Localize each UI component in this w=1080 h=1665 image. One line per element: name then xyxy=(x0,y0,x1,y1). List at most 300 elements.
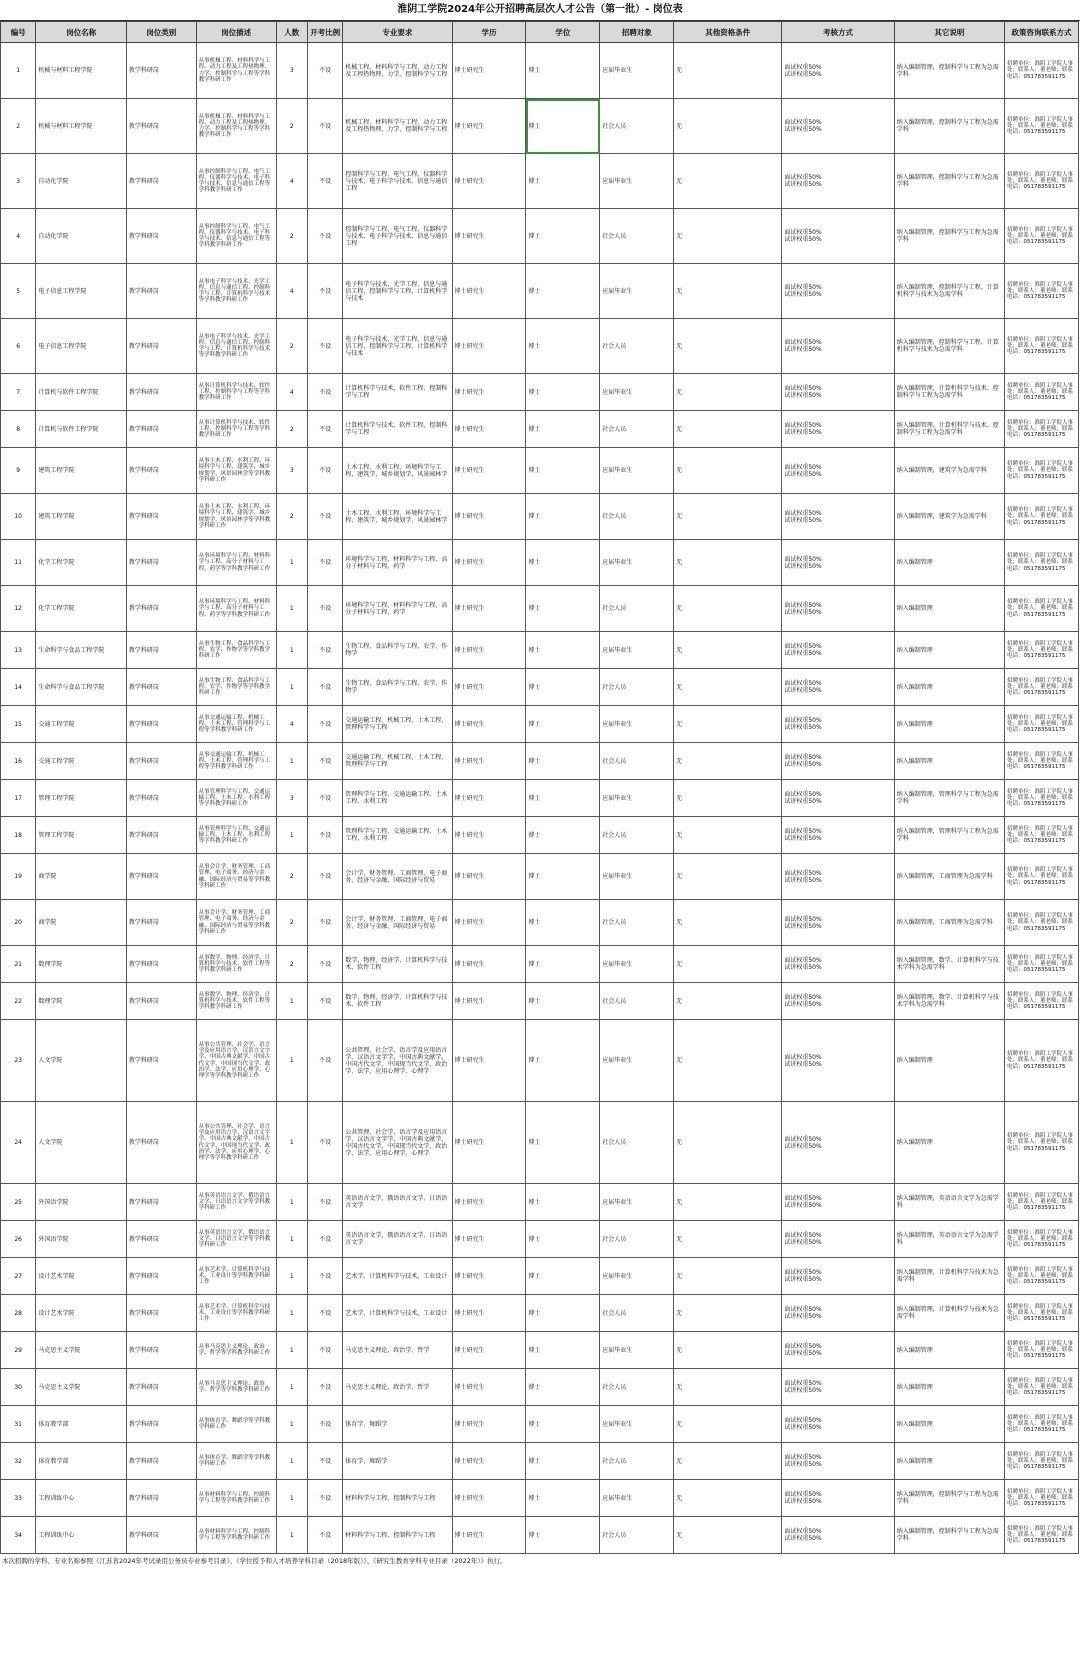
cell-ratio[interactable]: 不设 xyxy=(307,1221,342,1258)
cell-ratio[interactable]: 不设 xyxy=(307,780,342,817)
cell-major[interactable]: 公共管理、社会学、语言学及应用语言学、汉语言文字学、中国古典文献学、中国古代文学、中国现当代文学、政治学、法学、应用心理学、心理学 xyxy=(343,1102,452,1184)
cell-description[interactable]: 从事马克思主义理论、政治学、哲学等学科教学科研工作 xyxy=(196,1332,276,1369)
cell-note[interactable]: 纳入编制管理，控制科学与工程、计算机科学与技术为急需学科 xyxy=(894,319,1004,374)
cell-degree[interactable]: 博士 xyxy=(526,1443,600,1480)
cell-contact[interactable]: 招聘单位：淮阴工学院人事处；联系人：董老师；联系电话：051783591175 xyxy=(1005,1443,1079,1480)
cell-category[interactable]: 教学科研岗 xyxy=(126,209,196,264)
cell-target[interactable]: 社会人员 xyxy=(600,1221,674,1258)
cell-degree[interactable]: 博士 xyxy=(526,1332,600,1369)
cell-ratio[interactable]: 不设 xyxy=(307,1369,342,1406)
cell-description[interactable]: 从事计算机科学与技术、软件工程、控制科学与工程等学科教学科研工作 xyxy=(196,411,276,448)
cell-target[interactable]: 应届毕业生 xyxy=(600,540,674,586)
cell-description[interactable]: 从事计算机科学与技术、软件工程、控制科学与工程等学科教学科研工作 xyxy=(196,374,276,411)
cell-category[interactable]: 教学科研岗 xyxy=(126,43,196,99)
cell-description[interactable]: 从事体育学、舞蹈学等学科教学科研工作 xyxy=(196,1406,276,1443)
cell-target[interactable]: 应届毕业生 xyxy=(600,374,674,411)
cell-other-requirement[interactable]: 无 xyxy=(674,586,782,632)
cell-other-requirement[interactable]: 无 xyxy=(674,1517,782,1554)
cell-id[interactable]: 32 xyxy=(1,1443,36,1480)
cell-position-name[interactable]: 外国语学院 xyxy=(36,1221,127,1258)
cell-degree[interactable]: 博士 xyxy=(526,1295,600,1332)
cell-description[interactable]: 从事电子科学与技术、光学工程、信息与通信工程、控制科学与工程、计算机科学与技术等学科教学科研工作 xyxy=(196,264,276,319)
cell-id[interactable]: 34 xyxy=(1,1517,36,1554)
cell-assessment[interactable]: 面试权重50% 试讲权重50% xyxy=(782,1517,894,1554)
cell-count[interactable]: 1 xyxy=(276,669,307,706)
cell-education[interactable]: 博士研究生 xyxy=(452,1295,526,1332)
cell-degree[interactable]: 博士 xyxy=(526,374,600,411)
cell-position-name[interactable]: 设计艺术学院 xyxy=(36,1295,127,1332)
cell-note[interactable]: 纳入编制管理 xyxy=(894,632,1004,669)
cell-other-requirement[interactable]: 无 xyxy=(674,780,782,817)
cell-target[interactable]: 社会人员 xyxy=(600,586,674,632)
cell-ratio[interactable]: 不设 xyxy=(307,154,342,209)
cell-id[interactable]: 7 xyxy=(1,374,36,411)
cell-assessment[interactable]: 面试权重50% 试讲权重50% xyxy=(782,1102,894,1184)
cell-education[interactable]: 博士研究生 xyxy=(452,1332,526,1369)
cell-target[interactable]: 应届毕业生 xyxy=(600,706,674,743)
cell-assessment[interactable]: 面试权重50% 试讲权重50% xyxy=(782,1221,894,1258)
cell-ratio[interactable]: 不设 xyxy=(307,319,342,374)
cell-major[interactable]: 机械工程、材料科学与工程、动力工程及工程热物理、力学、控制科学与工程 xyxy=(343,43,452,99)
cell-education[interactable]: 博士研究生 xyxy=(452,264,526,319)
cell-target[interactable]: 应届毕业生 xyxy=(600,780,674,817)
cell-contact[interactable]: 招聘单位：淮阴工学院人事处；联系人：董老师；联系电话：051783591175 xyxy=(1005,448,1079,494)
cell-major[interactable]: 电子科学与技术、光学工程、信息与通信工程、控制科学与工程、计算机科学与技术 xyxy=(343,319,452,374)
cell-contact[interactable]: 招聘单位：淮阴工学院人事处；联系人：董老师；联系电话：051783591175 xyxy=(1005,1517,1079,1554)
cell-ratio[interactable]: 不设 xyxy=(307,669,342,706)
cell-position-name[interactable]: 数理学院 xyxy=(36,983,127,1020)
cell-description[interactable]: 从事机械工程、材料科学与工程、动力工程及工程热物理、力学、控制科学与工程等学科教学科研工作 xyxy=(196,99,276,154)
cell-degree[interactable]: 博士 xyxy=(526,983,600,1020)
cell-target[interactable]: 社会人员 xyxy=(600,411,674,448)
cell-target[interactable]: 社会人员 xyxy=(600,209,674,264)
cell-category[interactable]: 教学科研岗 xyxy=(126,983,196,1020)
cell-target[interactable]: 应届毕业生 xyxy=(600,1020,674,1102)
cell-other-requirement[interactable]: 无 xyxy=(674,494,782,540)
cell-other-requirement[interactable]: 无 xyxy=(674,1102,782,1184)
cell-target[interactable]: 社会人员 xyxy=(600,319,674,374)
cell-other-requirement[interactable]: 无 xyxy=(674,1369,782,1406)
cell-ratio[interactable]: 不设 xyxy=(307,264,342,319)
cell-description[interactable]: 从事管理科学与工程、交通运输工程、土木工程、水利工程等学科教学科研工作 xyxy=(196,817,276,854)
cell-note[interactable]: 纳入编制管理，英语语言文学为急需学科 xyxy=(894,1184,1004,1221)
cell-degree[interactable]: 博士 xyxy=(526,1406,600,1443)
cell-note[interactable]: 纳入编制管理，计算机科学与技术、控制科学与工程为急需学科 xyxy=(894,374,1004,411)
cell-degree[interactable]: 博士 xyxy=(526,411,600,448)
cell-contact[interactable]: 招聘单位：淮阴工学院人事处；联系人：董老师；联系电话：051783591175 xyxy=(1005,1184,1079,1221)
cell-category[interactable]: 教学科研岗 xyxy=(126,743,196,780)
cell-assessment[interactable]: 面试权重50% 试讲权重50% xyxy=(782,411,894,448)
cell-major[interactable]: 马克思主义理论、政治学、哲学 xyxy=(343,1369,452,1406)
cell-assessment[interactable]: 面试权重50% 试讲权重50% xyxy=(782,946,894,983)
cell-degree[interactable]: 博士 xyxy=(526,632,600,669)
cell-assessment[interactable]: 面试权重50% 试讲权重50% xyxy=(782,1020,894,1102)
cell-description[interactable]: 从事英语语言文学、俄语语言文学、日语语言文学等学科教学科研工作 xyxy=(196,1221,276,1258)
cell-ratio[interactable]: 不设 xyxy=(307,1443,342,1480)
cell-contact[interactable]: 招聘单位：淮阴工学院人事处；联系人：董老师；联系电话：051783591175 xyxy=(1005,586,1079,632)
cell-category[interactable]: 教学科研岗 xyxy=(126,669,196,706)
cell-id[interactable]: 19 xyxy=(1,854,36,900)
cell-description[interactable]: 从事马克思主义理论、政治学、哲学等学科教学科研工作 xyxy=(196,1369,276,1406)
cell-id[interactable]: 14 xyxy=(1,669,36,706)
cell-contact[interactable]: 招聘单位：淮阴工学院人事处；联系人：董老师；联系电话：051783591175 xyxy=(1005,632,1079,669)
cell-education[interactable]: 博士研究生 xyxy=(452,586,526,632)
cell-education[interactable]: 博士研究生 xyxy=(452,669,526,706)
cell-position-name[interactable]: 生命科学与食品工程学院 xyxy=(36,669,127,706)
cell-contact[interactable]: 招聘单位：淮阴工学院人事处；联系人：董老师；联系电话：051783591175 xyxy=(1005,946,1079,983)
cell-count[interactable]: 1 xyxy=(276,1020,307,1102)
cell-other-requirement[interactable]: 无 xyxy=(674,1184,782,1221)
cell-degree[interactable]: 博士 xyxy=(526,1221,600,1258)
cell-other-requirement[interactable]: 无 xyxy=(674,374,782,411)
cell-description[interactable]: 从事生物工程、食品科学与工程、农学、作物学等学科教学科研工作 xyxy=(196,669,276,706)
cell-assessment[interactable]: 面试权重50% 试讲权重50% xyxy=(782,540,894,586)
cell-assessment[interactable]: 面试权重50% 试讲权重50% xyxy=(782,632,894,669)
cell-contact[interactable]: 招聘单位：淮阴工学院人事处；联系人：董老师；联系电话：051783591175 xyxy=(1005,209,1079,264)
cell-degree[interactable]: 博士 xyxy=(526,1480,600,1517)
cell-assessment[interactable]: 面试权重50% 试讲权重50% xyxy=(782,1184,894,1221)
cell-other-requirement[interactable]: 无 xyxy=(674,448,782,494)
cell-description[interactable]: 从事土木工程、水利工程、环境科学与工程、建筑学、城乡规划学、风景园林学等学科教学科研工作 xyxy=(196,448,276,494)
cell-count[interactable]: 1 xyxy=(276,586,307,632)
cell-assessment[interactable]: 面试权重50% 试讲权重50% xyxy=(782,817,894,854)
cell-major[interactable]: 交通运输工程、机械工程、土木工程、管理科学与工程 xyxy=(343,743,452,780)
cell-count[interactable]: 1 xyxy=(276,1480,307,1517)
cell-note[interactable]: 纳入编制管理 xyxy=(894,1406,1004,1443)
cell-position-name[interactable]: 建筑工程学院 xyxy=(36,448,127,494)
cell-position-name[interactable]: 自动化学院 xyxy=(36,209,127,264)
cell-target[interactable]: 应届毕业生 xyxy=(600,448,674,494)
cell-ratio[interactable]: 不设 xyxy=(307,99,342,154)
cell-note[interactable]: 纳入编制管理，控制科学与工程为急需学科 xyxy=(894,1517,1004,1554)
cell-major[interactable]: 材料科学与工程、控制科学与工程 xyxy=(343,1517,452,1554)
cell-note[interactable]: 纳入编制管理，计算机科学与技术、控制科学与工程为急需学科 xyxy=(894,411,1004,448)
cell-assessment[interactable]: 面试权重50% 试讲权重50% xyxy=(782,448,894,494)
cell-description[interactable]: 从事数学、物理、经济学、计算机科学与技术、软件工程等学科教学科研工作 xyxy=(196,946,276,983)
cell-id[interactable]: 25 xyxy=(1,1184,36,1221)
cell-other-requirement[interactable]: 无 xyxy=(674,1480,782,1517)
cell-other-requirement[interactable]: 无 xyxy=(674,1332,782,1369)
cell-other-requirement[interactable]: 无 xyxy=(674,411,782,448)
cell-note[interactable]: 纳入编制管理，控制科学与工程为急需学科 xyxy=(894,1480,1004,1517)
cell-id[interactable]: 30 xyxy=(1,1369,36,1406)
cell-ratio[interactable]: 不设 xyxy=(307,1020,342,1102)
cell-target[interactable]: 社会人员 xyxy=(600,494,674,540)
cell-assessment[interactable]: 面试权重50% 试讲权重50% xyxy=(782,900,894,946)
cell-count[interactable]: 1 xyxy=(276,983,307,1020)
cell-other-requirement[interactable]: 无 xyxy=(674,1406,782,1443)
cell-note[interactable]: 纳入编制管理，数学、计算机科学与技术学科为急需学科 xyxy=(894,983,1004,1020)
cell-assessment[interactable]: 面试权重50% 试讲权重50% xyxy=(782,1443,894,1480)
cell-contact[interactable]: 招聘单位：淮阴工学院人事处；联系人：董老师；联系电话：051783591175 xyxy=(1005,706,1079,743)
cell-category[interactable]: 教学科研岗 xyxy=(126,1480,196,1517)
cell-other-requirement[interactable]: 无 xyxy=(674,1295,782,1332)
cell-note[interactable]: 纳入编制管理，计算机科学与技术为急需学科 xyxy=(894,1258,1004,1295)
cell-note[interactable]: 纳入编制管理，控制科学与工程为急需学科 xyxy=(894,154,1004,209)
cell-ratio[interactable]: 不设 xyxy=(307,1295,342,1332)
cell-other-requirement[interactable]: 无 xyxy=(674,264,782,319)
cell-id[interactable]: 15 xyxy=(1,706,36,743)
cell-assessment[interactable]: 面试权重50% 试讲权重50% xyxy=(782,154,894,209)
cell-ratio[interactable]: 不设 xyxy=(307,1480,342,1517)
cell-assessment[interactable]: 面试权重50% 试讲权重50% xyxy=(782,1406,894,1443)
cell-assessment[interactable]: 面试权重50% 试讲权重50% xyxy=(782,264,894,319)
cell-education[interactable]: 博士研究生 xyxy=(452,743,526,780)
cell-id[interactable]: 13 xyxy=(1,632,36,669)
cell-education[interactable]: 博士研究生 xyxy=(452,900,526,946)
cell-major[interactable]: 计算机科学与技术、软件工程、控制科学与工程 xyxy=(343,374,452,411)
cell-note[interactable]: 纳入编制管理 xyxy=(894,540,1004,586)
cell-count[interactable]: 2 xyxy=(276,319,307,374)
cell-contact[interactable]: 招聘单位：淮阴工学院人事处；联系人：董老师；联系电话：051783591175 xyxy=(1005,1406,1079,1443)
cell-other-requirement[interactable]: 无 xyxy=(674,900,782,946)
cell-description[interactable]: 从事体育学、舞蹈学等学科教学科研工作 xyxy=(196,1443,276,1480)
cell-contact[interactable]: 招聘单位：淮阴工学院人事处；联系人：董老师；联系电话：051783591175 xyxy=(1005,43,1079,99)
cell-contact[interactable]: 招聘单位：淮阴工学院人事处；联系人：董老师；联系电话：051783591175 xyxy=(1005,817,1079,854)
cell-education[interactable]: 博士研究生 xyxy=(452,1258,526,1295)
cell-degree[interactable]: 博士 xyxy=(526,319,600,374)
cell-degree[interactable]: 博士 xyxy=(526,706,600,743)
cell-other-requirement[interactable]: 无 xyxy=(674,946,782,983)
cell-count[interactable]: 4 xyxy=(276,154,307,209)
cell-note[interactable]: 纳入编制管理 xyxy=(894,1020,1004,1102)
cell-position-name[interactable]: 设计艺术学院 xyxy=(36,1258,127,1295)
cell-category[interactable]: 教学科研岗 xyxy=(126,154,196,209)
cell-description[interactable]: 从事控制科学与工程、电气工程、仪器科学与技术、电子科学与技术、信息与通信工程等学科教学科研工作 xyxy=(196,209,276,264)
cell-description[interactable]: 从事英语语言文学、俄语语言文学、日语语言文学等学科教学科研工作 xyxy=(196,1184,276,1221)
cell-assessment[interactable]: 面试权重50% 试讲权重50% xyxy=(782,1295,894,1332)
cell-id[interactable]: 31 xyxy=(1,1406,36,1443)
cell-category[interactable]: 教学科研岗 xyxy=(126,448,196,494)
cell-description[interactable]: 从事土木工程、水利工程、环境科学与工程、建筑学、城乡规划学、风景园林学等学科教学科研工作 xyxy=(196,494,276,540)
cell-id[interactable]: 9 xyxy=(1,448,36,494)
cell-count[interactable]: 1 xyxy=(276,743,307,780)
cell-note[interactable]: 纳入编制管理 xyxy=(894,1443,1004,1480)
cell-id[interactable]: 10 xyxy=(1,494,36,540)
cell-ratio[interactable]: 不设 xyxy=(307,983,342,1020)
cell-category[interactable]: 教学科研岗 xyxy=(126,540,196,586)
cell-target[interactable]: 社会人员 xyxy=(600,1443,674,1480)
cell-degree[interactable]: 博士 xyxy=(526,1517,600,1554)
cell-education[interactable]: 博士研究生 xyxy=(452,1020,526,1102)
cell-contact[interactable]: 招聘单位：淮阴工学院人事处；联系人：董老师；联系电话：051783591175 xyxy=(1005,99,1079,154)
cell-note[interactable]: 纳入编制管理，工商管理为急需学科 xyxy=(894,854,1004,900)
cell-degree[interactable]: 博士 xyxy=(526,1258,600,1295)
cell-position-name[interactable]: 交通工程学院 xyxy=(36,706,127,743)
cell-education[interactable]: 博士研究生 xyxy=(452,494,526,540)
cell-id[interactable]: 23 xyxy=(1,1020,36,1102)
cell-count[interactable]: 1 xyxy=(276,1443,307,1480)
cell-description[interactable]: 从事艺术学、计算机科学与技术、工业设计等学科教学科研工作 xyxy=(196,1258,276,1295)
cell-ratio[interactable]: 不设 xyxy=(307,632,342,669)
cell-ratio[interactable]: 不设 xyxy=(307,540,342,586)
cell-count[interactable]: 1 xyxy=(276,1102,307,1184)
cell-count[interactable]: 1 xyxy=(276,540,307,586)
cell-degree[interactable]: 博士 xyxy=(526,99,600,154)
cell-contact[interactable]: 招聘单位：淮阴工学院人事处；联系人：董老师；联系电话：051783591175 xyxy=(1005,1102,1079,1184)
cell-position-name[interactable]: 计算机与软件工程学院 xyxy=(36,411,127,448)
cell-target[interactable]: 社会人员 xyxy=(600,1295,674,1332)
cell-education[interactable]: 博士研究生 xyxy=(452,817,526,854)
cell-position-name[interactable]: 商学院 xyxy=(36,854,127,900)
cell-major[interactable]: 数学、物理、经济学、计算机科学与技术、软件工程 xyxy=(343,983,452,1020)
cell-education[interactable]: 博士研究生 xyxy=(452,154,526,209)
cell-target[interactable]: 应届毕业生 xyxy=(600,1258,674,1295)
cell-note[interactable]: 纳入编制管理，管理科学与工程为急需学科 xyxy=(894,780,1004,817)
cell-target[interactable]: 社会人员 xyxy=(600,983,674,1020)
cell-note[interactable]: 纳入编制管理，建筑学为急需学科 xyxy=(894,448,1004,494)
cell-id[interactable]: 8 xyxy=(1,411,36,448)
cell-contact[interactable]: 招聘单位：淮阴工学院人事处；联系人：董老师；联系电话：051783591175 xyxy=(1005,1020,1079,1102)
cell-description[interactable]: 从事公共管理、社会学、语言学及应用语言学、汉语言文字学、中国古典文献学、中国古代文学、中国现当代文学、政治学、法学、应用心理学、心理学等学科教学科研工作 xyxy=(196,1102,276,1184)
cell-note[interactable]: 纳入编制管理 xyxy=(894,669,1004,706)
cell-education[interactable]: 博士研究生 xyxy=(452,319,526,374)
cell-major[interactable]: 英语语言文学、俄语语言文学、日语语言文学 xyxy=(343,1221,452,1258)
cell-major[interactable]: 电子科学与技术、光学工程、信息与通信工程、控制科学与工程、计算机科学与技术 xyxy=(343,264,452,319)
cell-position-name[interactable]: 交通工程学院 xyxy=(36,743,127,780)
cell-target[interactable]: 应届毕业生 xyxy=(600,854,674,900)
cell-note[interactable]: 纳入编制管理，英语语言文学为急需学科 xyxy=(894,1221,1004,1258)
cell-assessment[interactable]: 面试权重50% 试讲权重50% xyxy=(782,1369,894,1406)
cell-major[interactable]: 艺术学、计算机科学与技术、工业设计 xyxy=(343,1295,452,1332)
cell-category[interactable]: 教学科研岗 xyxy=(126,1221,196,1258)
cell-education[interactable]: 博士研究生 xyxy=(452,540,526,586)
cell-other-requirement[interactable]: 无 xyxy=(674,540,782,586)
cell-assessment[interactable]: 面试权重50% 试讲权重50% xyxy=(782,1332,894,1369)
cell-contact[interactable]: 招聘单位：淮阴工学院人事处；联系人：董老师；联系电话：051783591175 xyxy=(1005,374,1079,411)
cell-target[interactable]: 社会人员 xyxy=(600,817,674,854)
cell-position-name[interactable]: 管理工程学院 xyxy=(36,780,127,817)
cell-id[interactable]: 2 xyxy=(1,99,36,154)
cell-assessment[interactable]: 面试权重50% 试讲权重50% xyxy=(782,43,894,99)
cell-target[interactable]: 社会人员 xyxy=(600,743,674,780)
cell-note[interactable]: 纳入编制管理，控制科学与工程、计算机科学与技术为急需学科 xyxy=(894,264,1004,319)
cell-target[interactable]: 应届毕业生 xyxy=(600,632,674,669)
cell-ratio[interactable]: 不设 xyxy=(307,448,342,494)
cell-ratio[interactable]: 不设 xyxy=(307,946,342,983)
cell-note[interactable]: 纳入编制管理 xyxy=(894,586,1004,632)
cell-count[interactable]: 4 xyxy=(276,374,307,411)
cell-contact[interactable]: 招聘单位：淮阴工学院人事处；联系人：董老师；联系电话：051783591175 xyxy=(1005,1258,1079,1295)
cell-note[interactable]: 纳入编制管理，控制科学与工程为急需学科 xyxy=(894,209,1004,264)
cell-count[interactable]: 2 xyxy=(276,900,307,946)
cell-count[interactable]: 1 xyxy=(276,1406,307,1443)
cell-assessment[interactable]: 面试权重50% 试讲权重50% xyxy=(782,494,894,540)
cell-category[interactable]: 教学科研岗 xyxy=(126,1443,196,1480)
cell-description[interactable]: 从事材料科学与工程、控制科学与工程等学科教学科研工作 xyxy=(196,1480,276,1517)
cell-count[interactable]: 1 xyxy=(276,1332,307,1369)
cell-count[interactable]: 3 xyxy=(276,448,307,494)
cell-contact[interactable]: 招聘单位：淮阴工学院人事处；联系人：董老师；联系电话：051783591175 xyxy=(1005,154,1079,209)
cell-assessment[interactable]: 面试权重50% 试讲权重50% xyxy=(782,1480,894,1517)
cell-major[interactable]: 管理科学与工程、交通运输工程、土木工程、水利工程 xyxy=(343,780,452,817)
cell-position-name[interactable]: 机械与材料工程学院 xyxy=(36,43,127,99)
cell-id[interactable]: 24 xyxy=(1,1102,36,1184)
cell-count[interactable]: 2 xyxy=(276,99,307,154)
cell-ratio[interactable]: 不设 xyxy=(307,374,342,411)
cell-other-requirement[interactable]: 无 xyxy=(674,43,782,99)
cell-category[interactable]: 教学科研岗 xyxy=(126,780,196,817)
cell-contact[interactable]: 招聘单位：淮阴工学院人事处；联系人：董老师；联系电话：051783591175 xyxy=(1005,854,1079,900)
cell-count[interactable]: 1 xyxy=(276,817,307,854)
cell-note[interactable]: 纳入编制管理，控制科学与工程为急需学科 xyxy=(894,99,1004,154)
cell-education[interactable]: 博士研究生 xyxy=(452,99,526,154)
cell-position-name[interactable]: 体育教学部 xyxy=(36,1406,127,1443)
cell-target[interactable]: 社会人员 xyxy=(600,1102,674,1184)
cell-degree[interactable]: 博士 xyxy=(526,743,600,780)
cell-category[interactable]: 教学科研岗 xyxy=(126,374,196,411)
cell-description[interactable]: 从事交通运输工程、机械工程、土木工程、管理科学与工程等学科教学科研工作 xyxy=(196,706,276,743)
cell-education[interactable]: 博士研究生 xyxy=(452,448,526,494)
cell-education[interactable]: 博士研究生 xyxy=(452,1406,526,1443)
cell-count[interactable]: 2 xyxy=(276,209,307,264)
cell-position-name[interactable]: 自动化学院 xyxy=(36,154,127,209)
cell-target[interactable]: 应届毕业生 xyxy=(600,264,674,319)
cell-description[interactable]: 从事会计学、财务管理、工商管理、电子商务、经济与金融、国际经济与贸易等学科教学科研工作 xyxy=(196,900,276,946)
cell-education[interactable]: 博士研究生 xyxy=(452,374,526,411)
cell-target[interactable]: 应届毕业生 xyxy=(600,1480,674,1517)
cell-ratio[interactable]: 不设 xyxy=(307,743,342,780)
cell-contact[interactable]: 招聘单位：淮阴工学院人事处；联系人：董老师；联系电话：051783591175 xyxy=(1005,669,1079,706)
cell-contact[interactable]: 招聘单位：淮阴工学院人事处；联系人：董老师；联系电话：051783591175 xyxy=(1005,264,1079,319)
cell-contact[interactable]: 招聘单位：淮阴工学院人事处；联系人：董老师；联系电话：051783591175 xyxy=(1005,1295,1079,1332)
cell-degree[interactable]: 博士 xyxy=(526,900,600,946)
cell-education[interactable]: 博士研究生 xyxy=(452,209,526,264)
cell-count[interactable]: 4 xyxy=(276,706,307,743)
cell-assessment[interactable]: 面试权重50% 试讲权重50% xyxy=(782,706,894,743)
cell-education[interactable]: 博士研究生 xyxy=(452,983,526,1020)
cell-education[interactable]: 博士研究生 xyxy=(452,1517,526,1554)
cell-education[interactable]: 博士研究生 xyxy=(452,411,526,448)
cell-ratio[interactable]: 不设 xyxy=(307,494,342,540)
cell-position-name[interactable]: 人文学院 xyxy=(36,1102,127,1184)
cell-id[interactable]: 33 xyxy=(1,1480,36,1517)
cell-other-requirement[interactable]: 无 xyxy=(674,99,782,154)
cell-other-requirement[interactable]: 无 xyxy=(674,669,782,706)
cell-category[interactable]: 教学科研岗 xyxy=(126,854,196,900)
cell-position-name[interactable]: 机械与材料工程学院 xyxy=(36,99,127,154)
cell-count[interactable]: 1 xyxy=(276,1369,307,1406)
cell-category[interactable]: 教学科研岗 xyxy=(126,1369,196,1406)
cell-note[interactable]: 纳入编制管理 xyxy=(894,1102,1004,1184)
cell-contact[interactable]: 招聘单位：淮阴工学院人事处；联系人：董老师；联系电话：051783591175 xyxy=(1005,319,1079,374)
cell-degree[interactable]: 博士 xyxy=(526,1369,600,1406)
cell-contact[interactable]: 招聘单位：淮阴工学院人事处；联系人：董老师；联系电话：051783591175 xyxy=(1005,743,1079,780)
cell-education[interactable]: 博士研究生 xyxy=(452,854,526,900)
cell-major[interactable]: 体育学、舞蹈学 xyxy=(343,1406,452,1443)
cell-contact[interactable]: 招聘单位：淮阴工学院人事处；联系人：董老师；联系电话：051783591175 xyxy=(1005,780,1079,817)
cell-id[interactable]: 28 xyxy=(1,1295,36,1332)
cell-assessment[interactable]: 面试权重50% 试讲权重50% xyxy=(782,780,894,817)
cell-assessment[interactable]: 面试权重50% 试讲权重50% xyxy=(782,669,894,706)
cell-major[interactable]: 会计学、财务管理、工商管理、电子商务、经济与金融、国际经济与贸易 xyxy=(343,900,452,946)
cell-description[interactable]: 从事环境科学与工程、材料科学与工程、高分子材料与工程、药学等学科教学科研工作 xyxy=(196,540,276,586)
cell-note[interactable]: 纳入编制管理，数学、计算机科学与技术学科为急需学科 xyxy=(894,946,1004,983)
cell-note[interactable]: 纳入编制管理，控制科学与工程为急需学科 xyxy=(894,43,1004,99)
cell-other-requirement[interactable]: 无 xyxy=(674,817,782,854)
cell-ratio[interactable]: 不设 xyxy=(307,43,342,99)
cell-note[interactable]: 纳入编制管理，计算机科学与技术为急需学科 xyxy=(894,1295,1004,1332)
cell-note[interactable]: 纳入编制管理，管理科学与工程为急需学科 xyxy=(894,817,1004,854)
cell-other-requirement[interactable]: 无 xyxy=(674,209,782,264)
cell-major[interactable]: 控制科学与工程、电气工程、仪器科学与技术、电子科学与技术、信息与通信工程 xyxy=(343,209,452,264)
cell-description[interactable]: 从事生物工程、食品科学与工程、农学、作物学等学科教学科研工作 xyxy=(196,632,276,669)
cell-description[interactable]: 从事交通运输工程、机械工程、土木工程、管理科学与工程等学科教学科研工作 xyxy=(196,743,276,780)
cell-other-requirement[interactable]: 无 xyxy=(674,706,782,743)
cell-education[interactable]: 博士研究生 xyxy=(452,43,526,99)
cell-contact[interactable]: 招聘单位：淮阴工学院人事处；联系人：董老师；联系电话：051783591175 xyxy=(1005,494,1079,540)
cell-count[interactable]: 2 xyxy=(276,411,307,448)
